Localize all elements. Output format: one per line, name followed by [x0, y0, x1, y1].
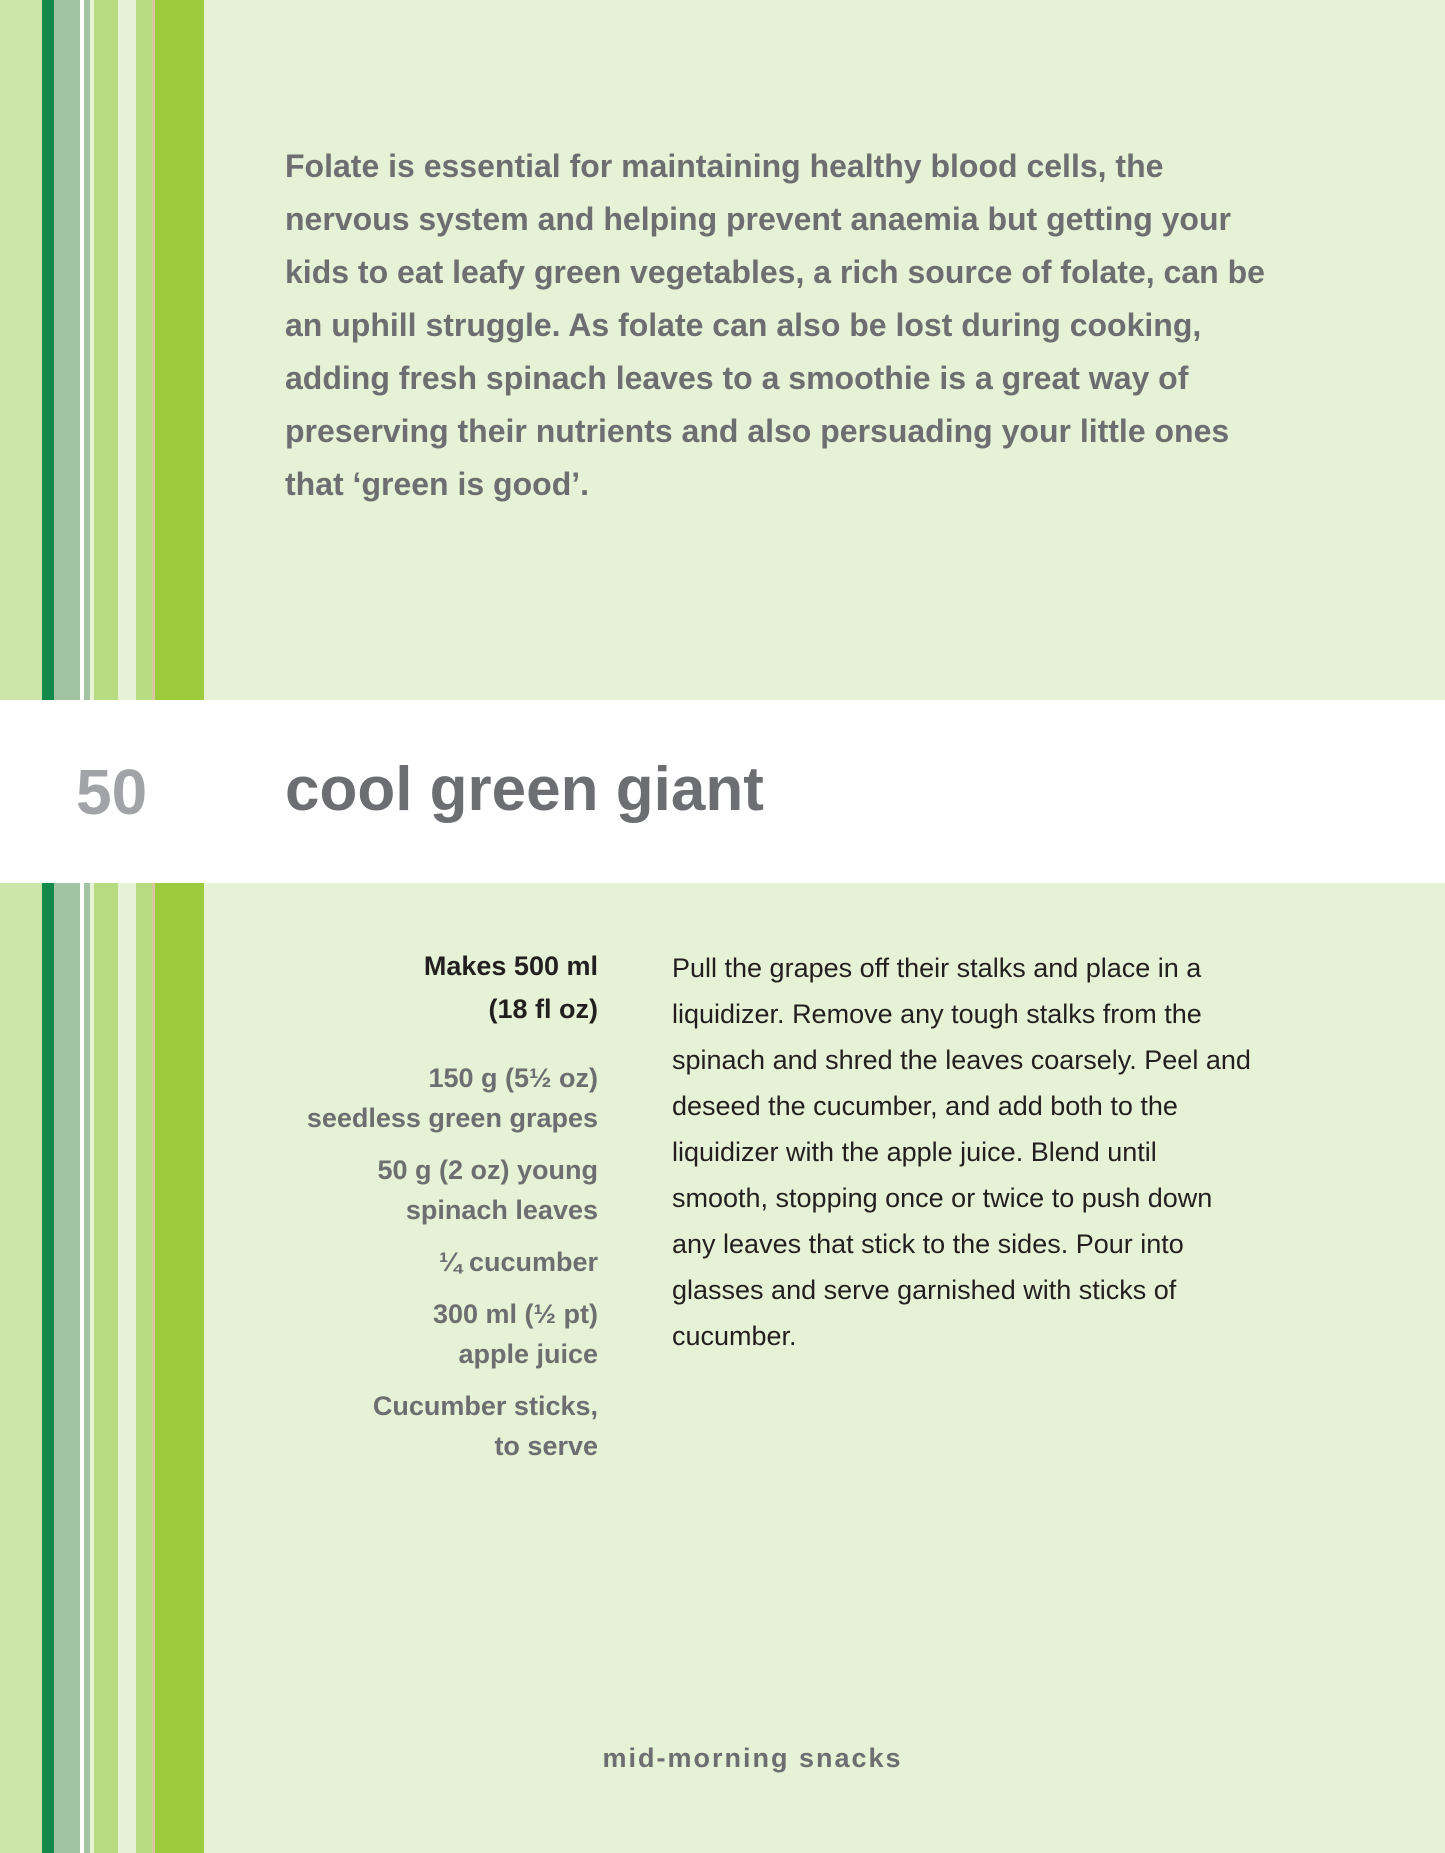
ingredient-line: 150 g (5½ oz) [428, 1063, 598, 1093]
recipe-title-band [0, 700, 1445, 883]
recipe-yield-line: Makes 500 ml [423, 951, 598, 981]
ingredient-line: 300 ml (½ pt) [432, 1299, 598, 1329]
ingredient-cucumber-sticks [240, 1386, 598, 1466]
recipe-yield [240, 945, 598, 1031]
recipe-method: Pull the grapes off their stalks and place in a liquidizer. Remove any tough stalks from the spinach and shred the leaves coarsely. Peel and deseed the cucumber, and add both to the liquidizer with the apple juice. Blend until smooth, stopping once or twice to push down any leaves that stick to the sides. Pour into glasses and serve garnished with sticks of cucumber. [672, 953, 1251, 1351]
decorative-stripes-bottom [0, 883, 204, 1853]
ingredient-line: seedless green grapes [306, 1103, 598, 1133]
ingredient-apple-juice [240, 1294, 598, 1374]
ingredient-line: apple juice [458, 1339, 598, 1369]
ingredient-spinach [240, 1150, 598, 1230]
ingredient-line: ¼ cucumber [438, 1247, 598, 1277]
recipe-number: 50 [76, 756, 148, 828]
recipe-yield-line: (18 fl oz) [488, 994, 598, 1024]
ingredient-line: 50 g (2 oz) young [377, 1155, 598, 1185]
section-footer: mid-morning snacks [602, 1743, 903, 1773]
ingredient-line: Cucumber sticks, [372, 1391, 598, 1421]
decorative-stripes-top [0, 0, 204, 700]
recipe-title: cool green giant [285, 755, 764, 824]
ingredient-line: spinach leaves [405, 1195, 598, 1225]
ingredient-grapes [240, 1058, 598, 1138]
intro-paragraph: Folate is essential for maintaining healthy blood cells, the nervous system and helping prevent anaemia but getting your kids to eat leafy green vegetables, a rich source of folate, can be an uphill struggle. As folate can also be lost during cooking, adding fresh spinach leaves to a smoothie is a great way of preserving their nutrients and also persuading your little ones that ‘green is good’. [285, 148, 1265, 502]
ingredients-list [240, 945, 598, 1478]
ingredient-cucumber [240, 1242, 598, 1282]
ingredient-line: to serve [494, 1431, 598, 1461]
